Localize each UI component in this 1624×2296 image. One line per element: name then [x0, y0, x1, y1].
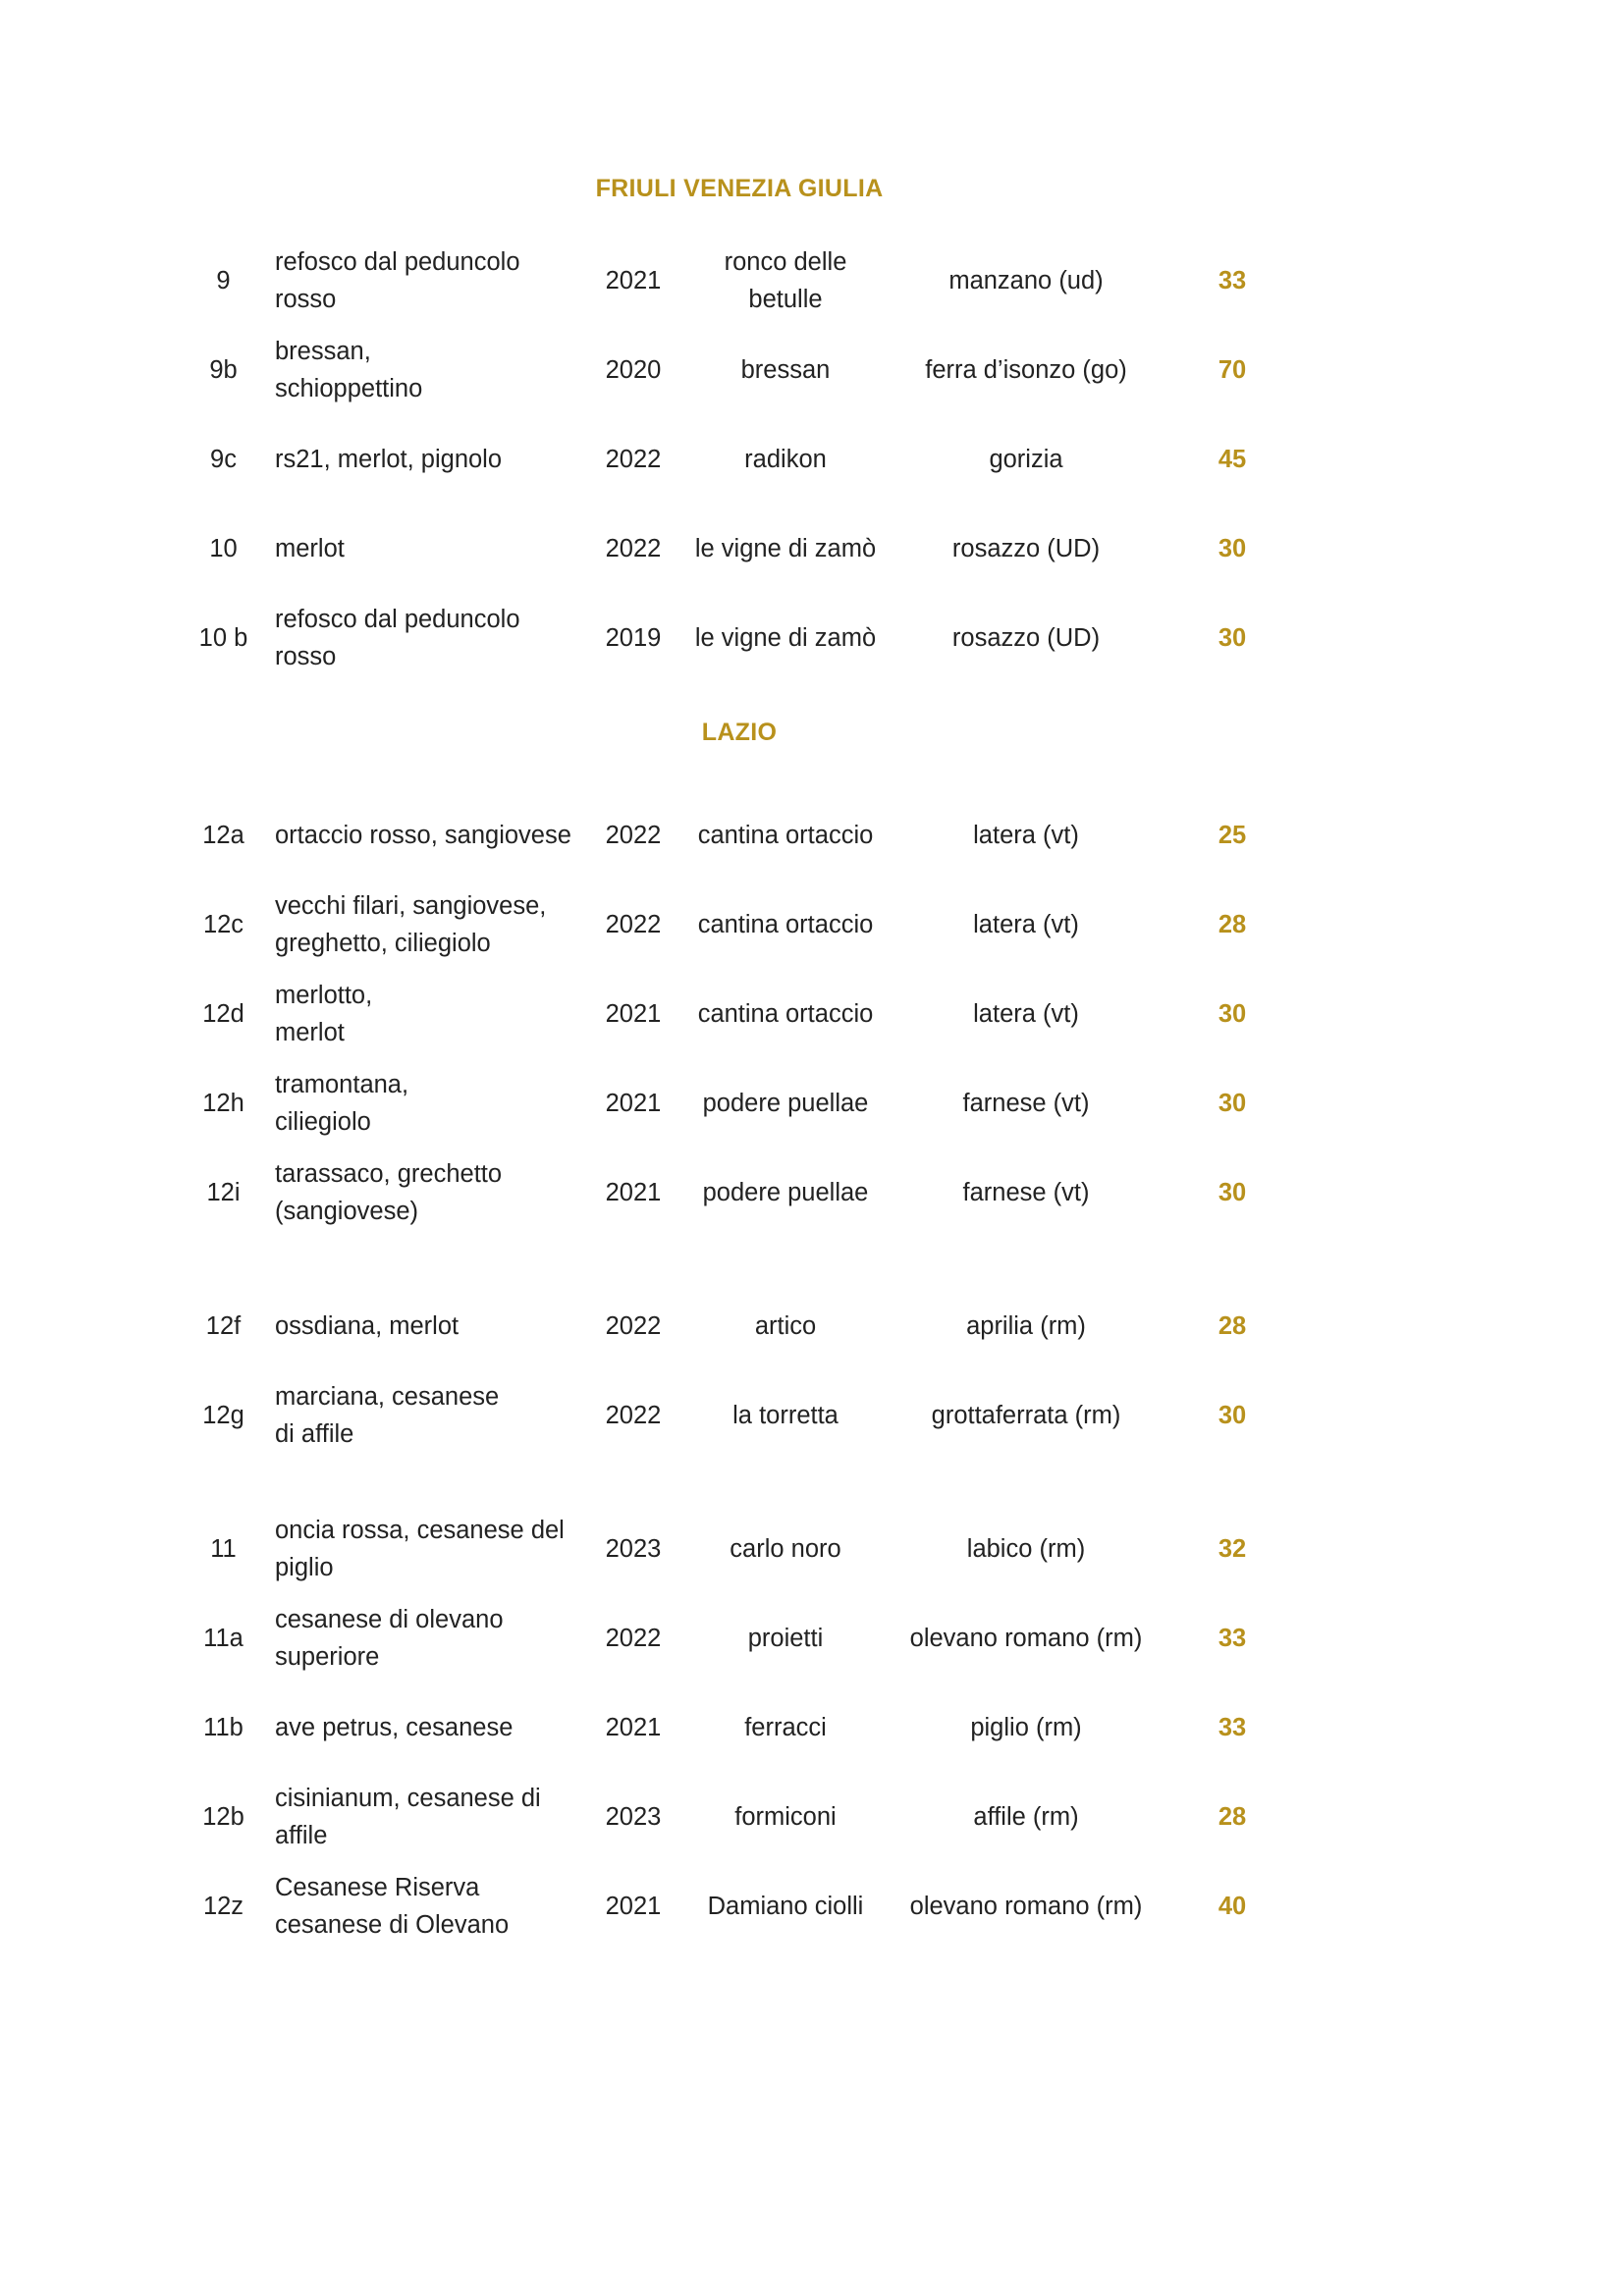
wine-number: 12d [202, 1000, 244, 1028]
wine-row [0, 331, 1624, 409]
wine-grape: cisinianum, cesanese di affile [275, 1785, 541, 1849]
wine-price: 45 [1218, 446, 1247, 473]
section-title-friuli: FRIULI VENEZIA GIULIA [595, 175, 884, 202]
wine-year: 2020 [605, 356, 662, 384]
wine-row [0, 975, 1624, 1053]
wine-grape: ave petrus, cesanese [275, 1714, 514, 1741]
wine-number: 12g [202, 1402, 244, 1429]
wine-grape: Cesanese Riserva cesanese di Olevano [275, 1874, 510, 1939]
wine-producer: Damiano ciolli [707, 1893, 864, 1920]
wine-grape: ortaccio rosso, sangiovese [275, 822, 571, 849]
wine-row [0, 1376, 1624, 1455]
wine-location: grottaferrata (rm) [931, 1402, 1121, 1429]
wine-price: 30 [1218, 1000, 1247, 1028]
wine-price: 30 [1218, 624, 1247, 652]
wine-year: 2021 [605, 267, 662, 294]
wine-number: 12h [202, 1090, 244, 1117]
wine-grape: cesanese di olevano superiore [275, 1606, 504, 1671]
wine-year: 2021 [605, 1090, 662, 1117]
wine-row [0, 420, 1624, 499]
wine-grape: tramontana, ciliegiolo [275, 1071, 409, 1136]
wine-price: 33 [1218, 1714, 1247, 1741]
wine-row [0, 241, 1624, 320]
wine-row [0, 885, 1624, 964]
wine-number: 12z [202, 1893, 244, 1920]
wine-location: olevano romano (rm) [909, 1893, 1143, 1920]
wine-number: 9 [216, 267, 231, 294]
wine-number: 12f [205, 1312, 242, 1340]
wine-year: 2022 [605, 911, 662, 938]
wine-number: 10 b [198, 624, 248, 652]
section-title-lazio: LAZIO [701, 719, 778, 746]
wine-row [0, 599, 1624, 677]
wine-price: 28 [1218, 911, 1247, 938]
wine-row [0, 509, 1624, 588]
wine-location: olevano romano (rm) [909, 1625, 1143, 1652]
wine-year: 2023 [605, 1535, 662, 1563]
wine-grape: ossdiana, merlot [275, 1312, 460, 1340]
wine-year: 2022 [605, 446, 662, 473]
wine-price: 28 [1218, 1803, 1247, 1831]
wine-year: 2022 [605, 1402, 662, 1429]
wine-price: 40 [1218, 1893, 1247, 1920]
wine-price: 30 [1218, 1402, 1247, 1429]
wine-price: 30 [1218, 1179, 1247, 1206]
wine-number: 9c [210, 446, 237, 473]
wine-row [0, 1064, 1624, 1143]
wine-location: latera (vt) [973, 1000, 1079, 1028]
wine-price: 32 [1218, 1535, 1247, 1563]
wine-year: 2021 [605, 1714, 662, 1741]
wine-location: farnese (vt) [962, 1179, 1090, 1206]
wine-grape: marciana, cesanese di affile [275, 1383, 500, 1448]
wine-producer: podere puellae [702, 1179, 869, 1206]
wine-price: 30 [1218, 535, 1247, 562]
wine-number: 12c [202, 911, 244, 938]
wine-grape: merlotto, merlot [275, 982, 373, 1046]
wine-grape: oncia rossa, cesanese del piglio [275, 1517, 565, 1581]
wine-number: 11 [210, 1535, 237, 1563]
wine-grape: bressan, schioppettino [275, 338, 423, 402]
wine-row [0, 1688, 1624, 1767]
wine-location: ferra d’isonzo (go) [925, 356, 1127, 384]
wine-location: farnese (vt) [962, 1090, 1090, 1117]
wine-row [0, 796, 1624, 875]
wine-number: 10 [209, 535, 238, 562]
wine-location: rosazzo (UD) [951, 624, 1101, 652]
wine-producer: bressan [740, 356, 831, 384]
wine-location: piglio (rm) [970, 1714, 1082, 1741]
wine-row [0, 1510, 1624, 1588]
wine-year: 2021 [605, 1000, 662, 1028]
wine-producer: artico [754, 1312, 817, 1340]
wine-location: gorizia [989, 446, 1063, 473]
wine-grape: rs21, merlot, pignolo [275, 446, 503, 473]
wine-row [0, 1867, 1624, 1946]
wine-location: latera (vt) [973, 822, 1079, 849]
wine-price: 28 [1218, 1312, 1247, 1340]
wine-location: latera (vt) [973, 911, 1079, 938]
wine-number: 12a [202, 822, 244, 849]
wine-producer: carlo noro [730, 1535, 841, 1563]
wine-producer: la torretta [732, 1402, 839, 1429]
wine-row [0, 1287, 1624, 1365]
wine-price: 33 [1218, 1625, 1247, 1652]
wine-producer: proietti [747, 1625, 824, 1652]
wine-number: 9b [209, 356, 238, 384]
wine-year: 2022 [605, 1312, 662, 1340]
wine-grape: tarassaco, grechetto (sangiovese) [275, 1160, 503, 1225]
wine-row [0, 1778, 1624, 1856]
wine-year: 2021 [605, 1893, 662, 1920]
wine-producer: radikon [744, 446, 827, 473]
wine-location: rosazzo (UD) [951, 535, 1101, 562]
wine-number: 12b [202, 1803, 244, 1831]
wine-price: 25 [1218, 822, 1247, 849]
wine-price: 30 [1218, 1090, 1247, 1117]
wine-producer: cantina ortaccio [697, 1000, 874, 1028]
wine-year: 2022 [605, 822, 662, 849]
wine-location: aprilia (rm) [966, 1312, 1086, 1340]
wine-location: labico (rm) [966, 1535, 1086, 1563]
wine-producer: cantina ortaccio [697, 822, 874, 849]
wine-location: affile (rm) [973, 1803, 1079, 1831]
wine-grape: vecchi filari, sangiovese, greghetto, ciliegiolo [275, 892, 547, 957]
wine-year: 2022 [605, 1625, 662, 1652]
wine-year: 2022 [605, 535, 662, 562]
wine-price: 33 [1218, 267, 1247, 294]
wine-number: 11a [203, 1625, 244, 1652]
wine-year: 2023 [605, 1803, 662, 1831]
wine-producer: ronco delle betulle [724, 248, 847, 313]
wine-grape: refosco dal peduncolo rosso [275, 248, 520, 313]
wine-producer: cantina ortaccio [697, 911, 874, 938]
wine-producer: le vigne di zamò [694, 624, 877, 652]
wine-grape: merlot [275, 535, 345, 562]
wine-year: 2021 [605, 1179, 662, 1206]
wine-producer: ferracci [744, 1714, 827, 1741]
wine-grape: refosco dal peduncolo rosso [275, 606, 520, 670]
wine-producer: formiconi [734, 1803, 837, 1831]
wine-year: 2019 [605, 624, 662, 652]
wine-row [0, 1599, 1624, 1678]
wine-producer: le vigne di zamò [694, 535, 877, 562]
wine-number: 11b [203, 1714, 244, 1741]
wine-producer: podere puellae [702, 1090, 869, 1117]
wine-location: manzano (ud) [948, 267, 1104, 294]
wine-row [0, 1153, 1624, 1232]
wine-price: 70 [1218, 356, 1247, 384]
wine-number: 12i [206, 1179, 241, 1206]
